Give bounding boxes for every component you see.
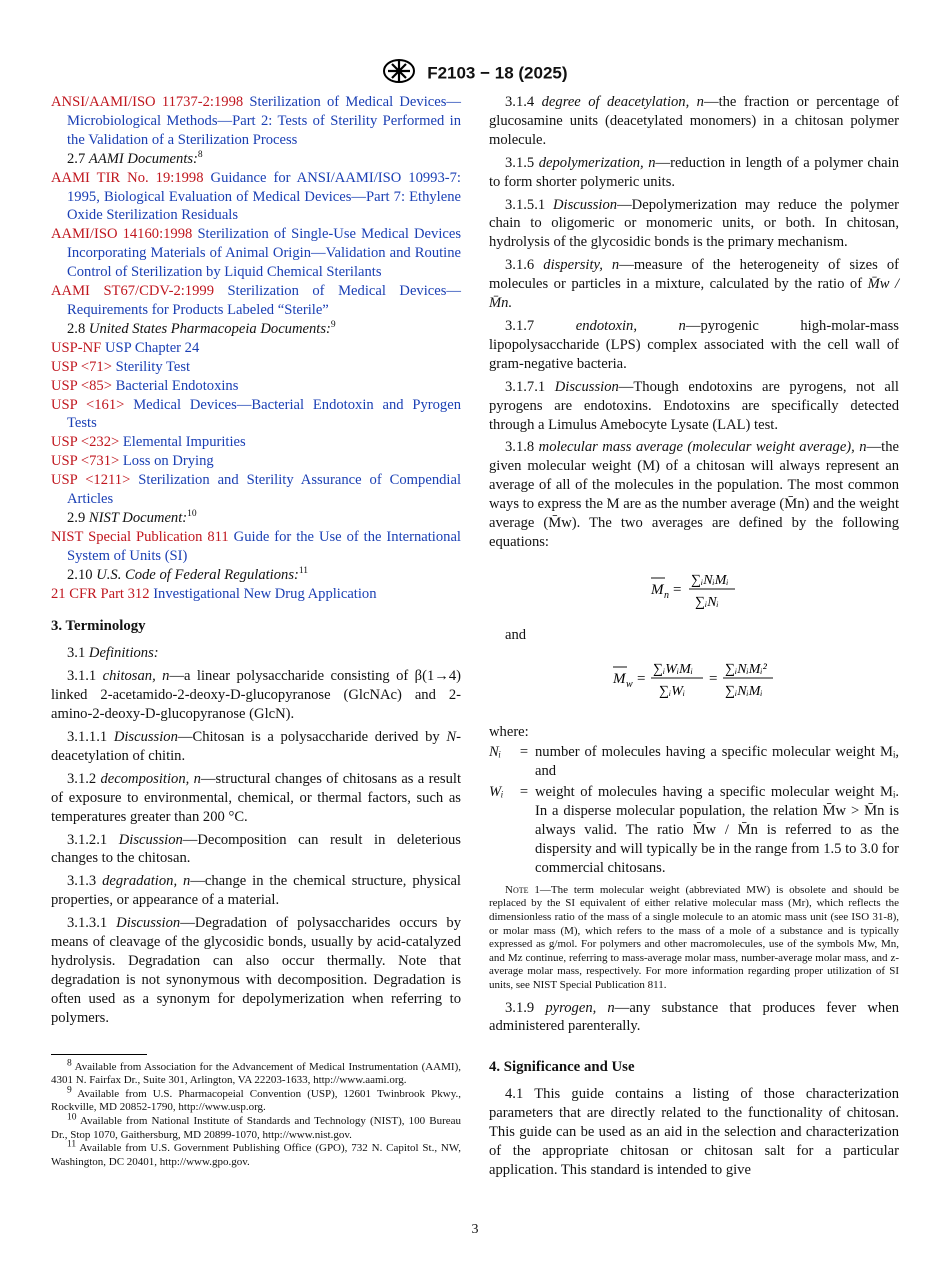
section-4-heading: 4. Significance and Use [489, 1059, 635, 1076]
formula2-lhs-sub: w [626, 678, 633, 690]
formula1-lhs: M [651, 581, 664, 598]
formula2-lhs: M [613, 670, 626, 687]
formula2-numerator-1: ∑ᵢWᵢMᵢ [653, 661, 693, 677]
svg-text:=: = [709, 670, 718, 687]
definition-3-1-8: 3.1.8 molecular mass average (molecular weight average), n—the given molecular weight (M) of a chitosan will always represent an average of all of the molecules in the population. The most common ways to express the M are as the number average (M̄n) and the weight average (M̄w). The two averages are defined by the following equations: [489, 439, 899, 550]
definition-3-1-2-1: 3.1.2.1 Discussion—Decomposition can result in deleterious changes to the chitosan. [51, 831, 461, 867]
variable-definition: Nᵢ = number of molecules having a specific molecular weight Mᵢ, and [489, 744, 899, 780]
variable-definition: Wᵢ = weight of molecules having a specific molecular weight Mᵢ. In a disperse molecular population, the relation M̄w > M̄n is always valid. The ratio M̄w / M̄n is referred to as the dispersity and will typically be in the range from 1.5 to 3.0 for commercial chitosans. [489, 784, 899, 876]
reference-entry[interactable]: USP <731> Loss on Drying [51, 453, 214, 470]
svg-text:=: = [637, 670, 646, 687]
reference-entry[interactable]: USP <71> Sterility Test [51, 358, 191, 375]
definition-3-1-1-1: 3.1.1.1 Discussion—Chitosan is a polysaccharide derived by N-deacetylation of chitin. [51, 729, 461, 764]
number-average-formula [489, 560, 899, 616]
definition-3-1-3: 3.1.3 degradation, n—change in the chemical structure, physical properties, or appearance of a material. [51, 873, 461, 909]
definition-3-1-7: 3.1.7 endotoxin, n—pyrogenic high-molar-mass lipopolysaccharide (LPS) complex associated with the cell wall of gram-negative bacteria. [489, 317, 899, 372]
reference-entry[interactable]: USP <161> Medical Devices—Bacterial Endotoxin and Pyrogen Tests [51, 396, 461, 432]
left-column [51, 93, 461, 1169]
section-2-10: 2.10 U.S. Code of Federal Regulations:$^{11}$ [67, 565, 309, 583]
page-header [0, 58, 950, 89]
definition-3-1-5: 3.1.5 depolymerization, n—reduction in length of a polymer chain to form shorter polymeric units. [489, 154, 899, 190]
svg-text:=: = [673, 581, 682, 598]
right-column [489, 93, 899, 1184]
standard-designation: F2103 − 18 (2025) [427, 63, 568, 83]
reference-entry[interactable]: AAMI/ISO 14160:1998 Sterilization of Single-Use Medical Devices Incorporating Materials of Animal Origin—Validation and Routine Control of Sterilization by Liquid Chemical Sterilants [51, 226, 462, 281]
definition-3-1-4: 3.1.4 degree of deacetylation, n—the fraction or percentage of glucosamine units (deacetylated monomers) in a chitosan polymer molecule. [489, 94, 899, 148]
footnote-rule [51, 1054, 147, 1055]
formula2-numerator-2: ∑ᵢNᵢMᵢ² [725, 661, 767, 677]
formula1-denominator: ∑ᵢNᵢ [695, 594, 719, 610]
and-label: and [505, 626, 527, 643]
astm-logo-icon [382, 58, 416, 89]
definition-3-1-9: 3.1.9 pyrogen, n—any substance that produces fever when administered parenterally. [489, 999, 899, 1035]
note-1: Note 1—The term molecular weight (abbreviated MW) is obsolete and should be replaced by the SI equivalent of either relative molecular mass (Mr), which reflects the dimensionless ratio of the mass of a single molecule to an atomic mass unit (see ISO 31-8), or molar mass (M), which refers to the mass of a mole of a substance and is typically expressed as g/mol. For polymers and other macromolecules, use of the symbols Mw, Mn, and Mz continue, referring to mass-average molar mass, number-average molar mass, and z-average molar mass, respectively. For more information regarding proper utilization of SI units, see NIST Special Publication 811. [489, 883, 899, 991]
definition-3-1: 3.1 Definitions: [67, 645, 159, 662]
reference-entry[interactable]: USP <1211> Sterilization and Sterility Assurance of Compendial Articles [51, 472, 461, 508]
reference-entry[interactable]: USP <85> Bacterial Endotoxins [51, 377, 239, 394]
footnote: $^{10}$ Available from National Institute of Standards and Technology (NIST), 100 Bureau Dr., Stop 1070, Gaithersburg, MD 20899-1070, http://www.nist.gov. [51, 1112, 461, 1141]
formula2-denominator-2: ∑ᵢNᵢMᵢ [725, 683, 763, 699]
reference-entry[interactable]: NIST Special Publication 811 Guide for the Use of the International System of Units (SI) [51, 528, 461, 564]
formula1-numerator: ∑ᵢNᵢMᵢ [691, 572, 729, 588]
formula2-denominator-1: ∑ᵢWᵢ [659, 683, 686, 699]
reference-entry[interactable]: ANSI/AAMI/ISO 11737-2:1998 Sterilization of Medical Devices—Microbiological Methods—Part 2: Tests of Sterility Performed in the Validation of a Sterilization Process [51, 94, 461, 148]
definition-3-1-1: 3.1.1 chitosan, n—a linear polysaccharide consisting of β(1→4) linked 2-acetamido-2-deoxy-D-glucopyranose (GlcNAc) and 2-amino-2-deoxy-D-glucopyranose (GlcN). [51, 668, 461, 723]
definition-3-1-7-1: 3.1.7.1 Discussion—Though endotoxins are pyrogens, not all pyrogens are endotoxins. Endotoxins are specifically detected through a Limulus Amebocyte Lysate (LAL) test. [489, 378, 899, 433]
where-label: where: [489, 723, 529, 740]
weight-average-formula [489, 649, 899, 705]
page-number: 3 [471, 1222, 479, 1237]
reference-entry[interactable]: USP-NF USP Chapter 24 [51, 339, 200, 356]
definition-3-1-3-1: 3.1.3.1 Discussion—Degradation of polysaccharides occurs by means of cleavage of the glycosidic bonds, usually by acid-catalyzed hydrolysis. Degradation can also occur thermally. Note that degradation is not synonymous with decomposition. Degradation is often used as a synonym for depolymerization when referring to polymers. [51, 915, 461, 1026]
formula1-lhs-sub: n [664, 589, 669, 601]
section-2-7: 2.7 AAMI Documents:$^8$ [67, 149, 203, 167]
definition-3-1-5-1: 3.1.5.1 Discussion—Depolymerization may reduce the polymer chain to oligomeric or monomeric units, or both. In chitosan, hydrolysis of the glycosidic bonds is the primary mechanism. [489, 196, 899, 251]
reference-entry[interactable]: AAMI TIR No. 19:1998 Guidance for ANSI/AAMI/ISO 10993-7: 1995, Biological Evaluation of Medical Devices—Part 7: Ethylene Oxide Sterilization Residuals [51, 169, 461, 224]
section-3-heading: 3. Terminology [51, 618, 146, 635]
section-2-9: 2.9 NIST Document:$^{10}$ [67, 509, 197, 526]
definition-3-1-2: 3.1.2 decomposition, n—structural changes of chitosans as a result of exposure to environmental, chemical, or thermal factors, such as temperatures greater than 200 °C. [51, 770, 461, 825]
reference-entry[interactable]: USP <232> Elemental Impurities [51, 434, 246, 451]
footnote: $^{11}$ Available from U.S. Government Publishing Office (GPO), 732 N. Capitol St., NW, Washington, DC 20401, http://www.gpo.gov. [51, 1139, 461, 1168]
section-2-8: 2.8 United States Pharmacopeia Documents:$^9$ [67, 320, 336, 337]
footnote: $^8$ Available from Association for the Advancement of Medical Instrumentation (AAMI), 4301 N. Fairfax Dr., Suite 301, Arlington, VA 22203-1633, http://www.aami.org. [51, 1057, 461, 1087]
definition-3-1-6: 3.1.6 dispersity, n—measure of the heterogeneity of sizes of molecules or particles in a mixture, calculated by the ratio of M̄w / M̄n. [489, 257, 900, 312]
reference-entry[interactable]: 21 CFR Part 312 Investigational New Drug Application [51, 585, 377, 602]
footnote: $^9$ Available from U.S. Pharmacopeial Convention (USP), 12601 Twinbrook Pkwy., Rockville, MD 20852-1790, http://www.usp.org. [51, 1085, 461, 1114]
paragraph-4-1: 4.1 This guide contains a listing of those characterization parameters that are directly related to the functionality of chitosan. This guide can be used as an aid in the selection and characterization of the appropriate chitosan or chitosan salt for a particular application. This standard is intended to give [489, 1086, 899, 1178]
reference-entry[interactable]: AAMI ST67/CDV-2:1999 Sterilization of Medical Devices—Requirements for Products Labeled “Sterile” [51, 283, 461, 318]
